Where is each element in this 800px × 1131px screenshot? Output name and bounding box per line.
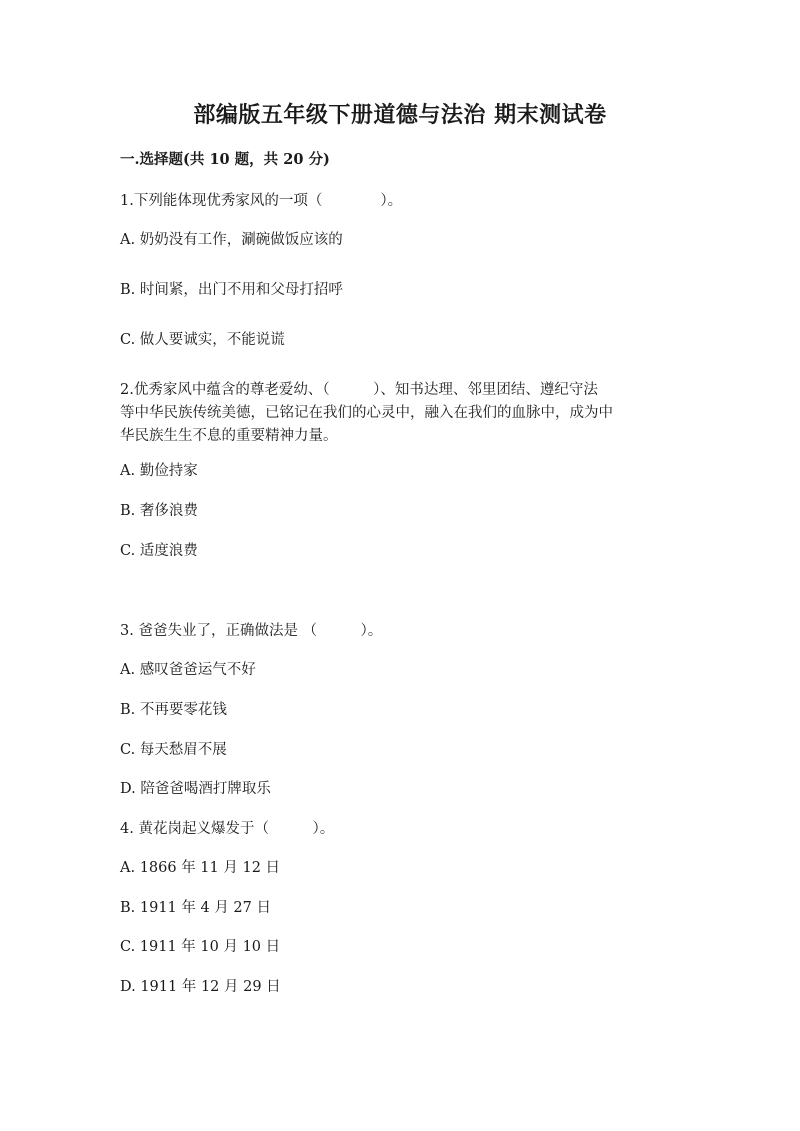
option-a: A. 感叹爸爸运气不好 [120,662,256,678]
option-b: B. 奢侈浪费 [120,503,198,519]
page-title: 部编版五年级下册道德与法治 期末测试卷 [193,102,607,128]
option-b: B. 时间紧，出门不用和父母打招呼 [120,282,343,298]
option-d: D. 1911 年 12 月 29 日 [120,979,281,995]
question-stem-line: 华民族生生不息的重要精神力量。 [120,428,338,444]
question-stem-line: 等中华民族传统美德，已铭记在我们的心灵中，融入在我们的血脉中，成为中 [120,405,613,421]
question-stem: 4. 黄花岗起义爆发于（ ）。 [120,821,335,837]
section-heading: 一.选择题(共 10 题，共 20 分) [120,151,330,168]
question-stem-line: 2.优秀家风中蕴含的尊老爱幼、（ ）、知书达理、邻里团结、遵纪守法 [120,382,598,398]
option-c: C. 1911 年 10 月 10 日 [120,939,281,955]
option-b: B. 1911 年 4 月 27 日 [120,900,271,916]
option-c: C. 做人要诚实，不能说谎 [120,332,285,348]
option-a: A. 勤俭持家 [120,463,198,479]
option-b: B. 不再要零花钱 [120,702,227,718]
question-stem: 1.下列能体现优秀家风的一项（ ）。 [120,193,403,209]
option-c: C. 每天愁眉不展 [120,742,227,758]
option-d: D. 陪爸爸喝酒打牌取乐 [120,781,271,797]
option-a: A. 奶奶没有工作，涮碗做饭应该的 [120,232,343,248]
option-c: C. 适度浪费 [120,543,198,559]
option-a: A. 1866 年 11 月 12 日 [120,860,281,876]
question-stem: 3. 爸爸失业了，正确做法是 （ ）。 [120,623,383,639]
